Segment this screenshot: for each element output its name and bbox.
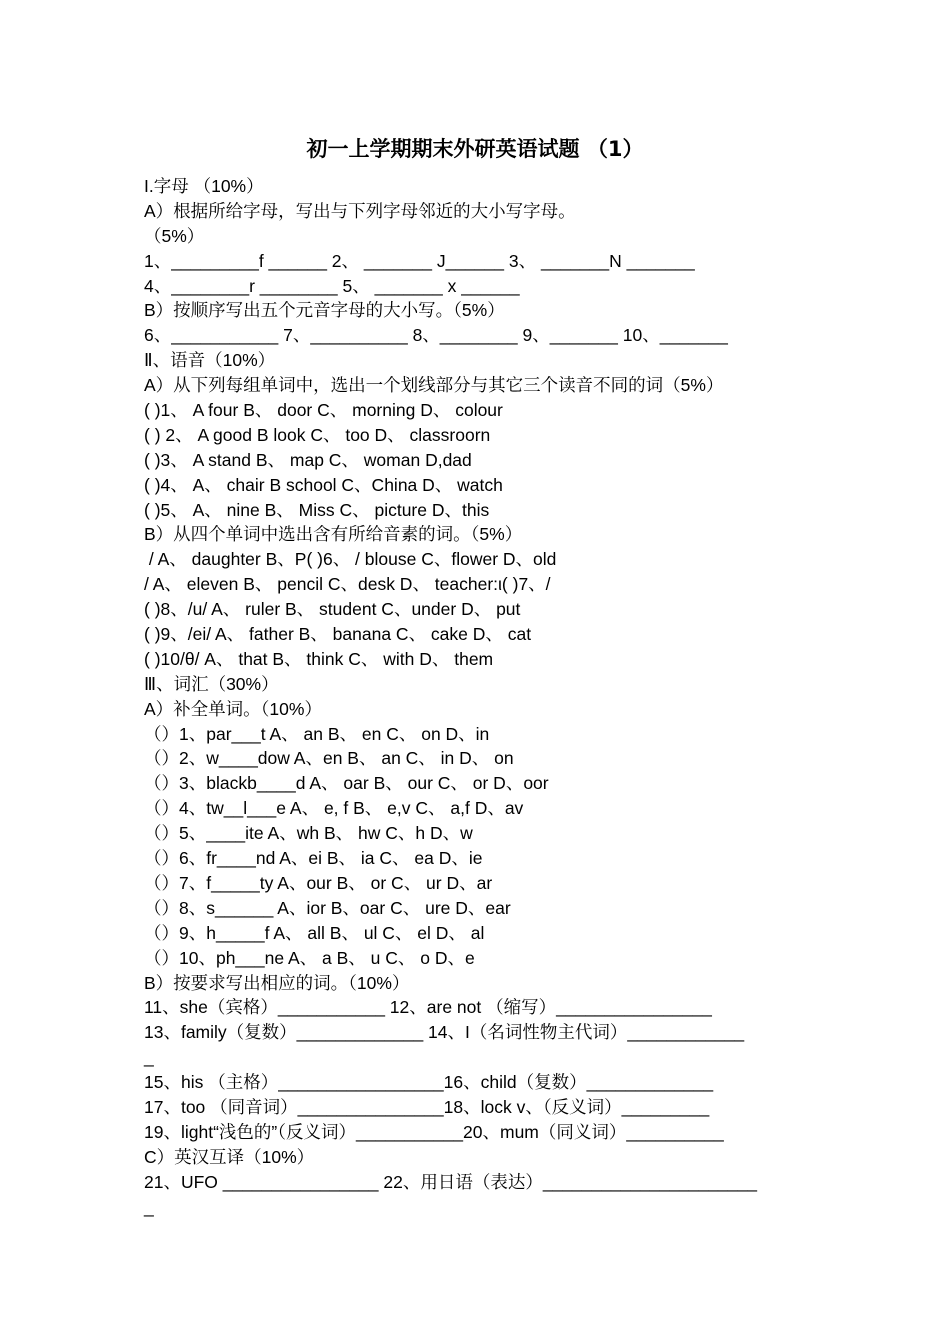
exam-line: ( )8、/u/ A、 ruler B、 student C、under D、 put [144, 599, 521, 620]
exam-line: 13、family（复数）_____________ 14、I（名词性物主代词）____________ [144, 1022, 745, 1043]
exam-line: B）按要求写出相应的词。（10%） [144, 972, 410, 993]
exam-line: I.字母 （10%） [144, 176, 264, 196]
exam-body [144, 174, 824, 1219]
exam-line: 15、his （主格）_________________16、child（复数）_____________ [144, 1072, 714, 1093]
exam-line: （）4、tw__l___e A、 e, f B、 e,v C、 a,f D、av [144, 798, 524, 819]
exam-line: （）5、____ite A、wh B、 hw C、h D、w [144, 823, 473, 844]
exam-line: Ⅲ、词汇（30%） [144, 673, 279, 694]
exam-line: B）按顺序写出五个元音字母的大小写。（5%） [144, 300, 505, 321]
exam-line: （）2、w____dow A、en B、 an C、 in D、 on [144, 748, 514, 769]
exam-line: / A、 eleven B、 pencil C、desk D、 teacher:ι( )7、/ [144, 574, 551, 595]
exam-line: A）补全单词。（10%） [144, 698, 322, 719]
exam-line: （）9、h_____f A、 all B、 ul C、 el D、 al [144, 922, 485, 943]
exam-line: ( )5、 A、 nine B、 Miss C、 picture D、this [144, 499, 490, 520]
exam-line: ( )9、/ei/ A、 father B、 banana C、 cake D、 cat [144, 624, 532, 645]
exam-line: ( ) 2、 A good B look C、 too D、 classroorn [144, 424, 491, 445]
exam-line: ( )1、 A four B、 door C、 morning D、 colour [144, 400, 503, 421]
exam-line: A）根据所给字母，写出与下列字母邻近的大小写字母。 [144, 200, 576, 221]
exam-line: 6、___________ 7、__________ 8、________ 9、_______ 10、_______ [144, 325, 728, 346]
exam-line: 1、_________f ______ 2、 _______ J______ 3、 _______N _______ [144, 250, 695, 271]
exam-line: 17、too （同音词）_______________18、lock v、（反义词）_________ [144, 1096, 710, 1117]
exam-line: C）英汉互译（10%） [144, 1146, 315, 1167]
exam-line: 21、UFO ________________ 22、用日语（表达）______________________ [144, 1171, 757, 1192]
exam-line: Ⅱ、语音（10%） [144, 350, 276, 371]
page-title: 初一上学期期末外研英语试题 （1） [306, 137, 644, 161]
exam-line: ( )4、 A、 chair B school C、China D、 watch [144, 474, 503, 495]
exam-line: （5%） [144, 225, 205, 246]
exam-line: ( )10/θ/ A、 that B、 think C、 with D、 them [144, 648, 494, 669]
exam-line: （）6、fr____nd A、ei B、 ia C、 ea D、ie [144, 848, 483, 869]
exam-line: / A、 daughter B、P( )6、 / blouse C、flower D、old [144, 549, 557, 570]
exam-line: _ [144, 1196, 154, 1217]
exam-line: A）从下列每组单词中，选出一个划线部分与其它三个读音不同的词（5%） [144, 375, 724, 396]
exam-line: （）1、par___t A、 an B、 en C、 on D、in [144, 723, 490, 744]
exam-line: ( )3、 A stand B、 map C、 woman D,dad [144, 449, 472, 470]
exam-line: （）7、f_____ty A、our B、 or C、 ur D、ar [144, 872, 493, 893]
exam-line: （）8、s______ A、ior B、oar C、 ure D、ear [144, 897, 511, 918]
exam-line: _ [144, 1047, 154, 1068]
exam-line: （）10、ph___ne A、 a B、 u C、 o D、e [144, 947, 475, 968]
exam-line: 4、________r ________ 5、 _______ x ______ [144, 275, 520, 296]
exam-line: （）3、blackb____d A、 oar B、 our C、 or D、oor [144, 773, 549, 794]
exam-line: B）从四个单词中选出含有所给音素的词。（5%） [144, 524, 523, 545]
exam-line: 11、she（宾格）___________ 12、are not （缩写）________________ [144, 997, 712, 1018]
exam-line: 19、light“浅色的”（反义词）___________20、mum（同义词）__________ [144, 1121, 724, 1142]
